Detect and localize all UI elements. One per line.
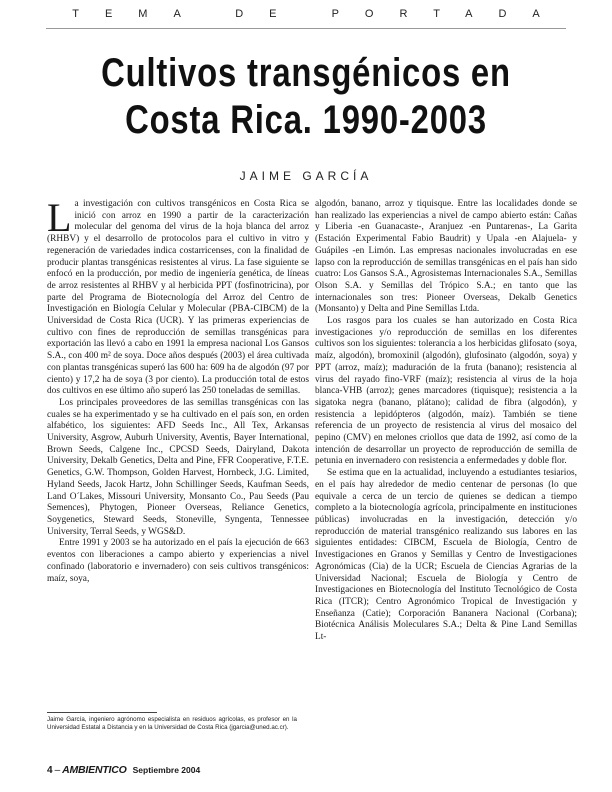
paragraph [47, 195, 309, 398]
paragraph: Los rasgos para los cuales se han autorizado en Costa Rica investigaciones y/o reproducción de semillas en los diferentes cultivos son los siguientes: tolerancia a los herbicidas glifosato (soya, maíz, algodón), bromoxinil (algodón), glufosinato (algodón, soya) y PPT (arroz, maíz); maduración de la fruta (banano); resistencia al virus del rayado fino-VRF (maíz); resistencia al virus de la hoja blanca-VHB (arroz); genes marcadores (tiquisque); resistencia a la sigatoka negra (banano, plátano); calidad de fibra (algodón), y resistencia a lepidópteros (algodón, maíz). También se tiene referencia de un proyecto de resistencia al virus del mosaico del pepino (CMV) en melones criollos que data de 1992, así como de la intención de desarrollar un proyecto de reproducción de semilla de petunia en invernadero con resistencia a enfermedades y doble flor. [315, 316, 577, 467]
section-header: TEMA DE PORTADA [72, 8, 566, 20]
paragraph: algodón, banano, arroz y tiquisque. Entre las localidades donde se han realizado las experiencias a nivel de campo abierto están: Cañas y Liberia -en Guanacaste-, Aranjuez -en Puntarenas-, La Garita (Estación Experimental Fabio Baudrit) y Upala -en Alajuela- y Guápiles -en Limón. Las empresas nacionales involucradas en ese lapso con la reproducción de semillas transgénicas en el país han sido cuatro: Los Gansos S.A., Agrosistemas Internacionales S.A., Semillas Olson S.A. y Semillas del Trópico S.A.; en tanto que las internacionales son tres: Pioneer Overseas, Dekalb Genetics (Monsanto) y Delta and Pine Semillas Ltda. [315, 199, 577, 315]
footnote-rule [47, 712, 157, 713]
author-footnote: Jaime García, ingeniero agrónomo especialista en residuos agrícolas, es profesor en la Universidad Estatal a Distancia y en la Universidad de Costa Rica (jgarcia@uned.ac.cr). [47, 716, 297, 732]
title-line-1: Cultivos transgénicos en [101, 51, 511, 95]
author-byline: JAIME GARCÍA [239, 169, 373, 183]
page-footer [47, 763, 200, 777]
paragraph: Se estima que en la actualidad, incluyendo a estudiantes tesiarios, en el país hay alrededor de medio centenar de personas (lo que equivale a cerca de un tercio de quienes se dedican a tiempo completo a la biotecnología agrícola, principalmente en instituciones públicas) involucradas en la investigación, detección y/o reproducción de material transgénico realizando sus labores en las siguientes entidades: CIBCM, Escuela de Biología, Centro de Investigaciones en Granos y Semillas y Centro de Investigaciones Agronómicas (Cia) de la UCR; Escuela de Ciencias Agrarias de la Universidad Nacional; Escuela de Biología y Centro de Investigaciones en Biotecnología del Instituto Tecnológico de Costa Rica (ITCR); Centro Agronómico Tropical de Investigación y Enseñanza (Catie); Corporación Bananera Nacional (Corbana); Biotécnica Análisis Moleculares S.A.; Delta & Pine Land Semillas Lt- [315, 468, 577, 643]
page-number: 4 [47, 764, 53, 776]
footer-dash: – [54, 764, 61, 776]
issue-date: Septiembre 2004 [132, 765, 201, 775]
drop-cap: L [47, 195, 72, 240]
column-left [47, 195, 309, 585]
article-title [88, 50, 524, 144]
paragraph: Los principales proveedores de las semillas transgénicas con las cuales se ha experimentado y se ha cultivado en el país son, en orden alfabético, los siguientes: AFD Seeds Inc., All Tex, Arkansas University, Asgrow, Auburh University, Aventis, Bayer International, Brown Seeds, Calgene Inc., CPCSD Seeds, Dairyland, Dakota University, Dekalb Genetics, Delta and Pine, FFR Cooperative, F.T.E. Genetics, G.W. Thompson, Golden Harvest, Hornbeck, J.G. Limited, Hyland Seeds, Jacok Hartz, John Schillinger Seeds, Kaufman Seeds, Land O´Lakes, Missouri University, Monsanto Co., Pau Seeds (Pau Semences), Phytogen, Pioneer Overseas, Reliance Genetics, Soygenetics, Steward Seeds, Stoneville, Syngenta, Tennessee University, Terral Seeds, y WGS&D. [47, 397, 309, 537]
title-line-2: Costa Rica. 1990-2003 [125, 98, 487, 142]
magazine-logo: AMBIENTICO [62, 764, 127, 776]
paragraph-text: a investigación con cultivos transgénicos en Costa Rica se inició con arroz en 1990 a partir de la caracterización molecular del genoma del virus de la hoja blanca del arroz (RHBV) y el desarrollo de protocolos para el cultivo in vitro y regeneración de variedades indica costarricenses, con la finalidad de producir plantas transgénicas resistentes al virus. La fase siguiente se enfocó en la producción, por medio de ingeniería genética, de líneas de arroz resistentes al RHBV y al herbicida PPT (fosfinotricina), por parte del Programa de Biotecnología del Arroz del Centro de Investigación en Biología Celular y Molecular (PBA-CIBCM) de la Universidad de Costa Rica (UCR). Y las primeras experiencias de cultivo con fines de reproducción de semillas transgénicas para exportación las llevó a cabo en 1991 la empresa nacional Los Gansos S.A., con 400 m² de soya. Doce años después (2003) el área cultivada con plantas transgénicas superó las 600 ha: 609 ha de algodón (97 por ciento) y 17,2 ha de soya (3 por ciento). La producción total de estos dos cultivos en ese último año superó las 250 toneladas de semillas. [47, 199, 309, 397]
paragraph: Entre 1991 y 2003 se ha autorizado en el país la ejecución de 663 eventos con liberaciones a campo abierto y experiencias a nivel confinado (laboratorio e invernadero) con seis cultivos transgénicos: maíz, soya, [47, 538, 309, 584]
header-rule [46, 28, 566, 29]
column-right [315, 199, 577, 644]
